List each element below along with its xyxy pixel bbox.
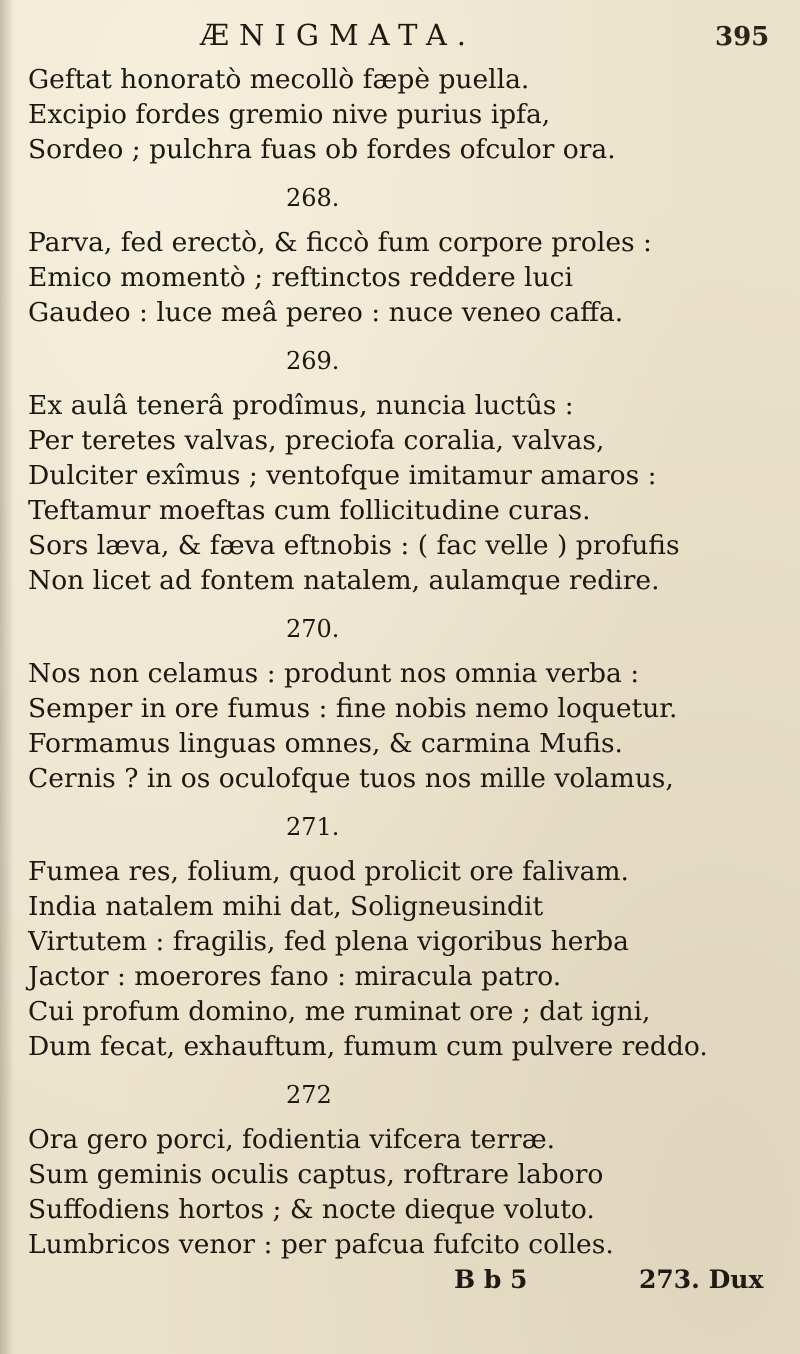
- verse-line: Non licet ad fontem natalem, aulamque redire.: [28, 565, 660, 596]
- verse-line: Cui profum domino, me ruminat ore ; dat igni,: [28, 996, 651, 1027]
- verse-line: Parva, fed erectò, & ficcò fum corpore proles :: [28, 227, 652, 258]
- verse-line: Suffodiens hortos ; & nocte dieque voluto.: [28, 1194, 595, 1225]
- verse-line: Lumbricos venor : per pafcua fufcito colles.: [28, 1229, 614, 1260]
- verse-line: Gaudeo : luce meâ pereo : nuce veneo caffa.: [28, 297, 624, 328]
- riddle-number: 271.: [286, 813, 340, 841]
- riddle-number: 270.: [286, 615, 340, 643]
- riddle-section: [28, 612, 788, 796]
- riddle-section: [28, 1078, 788, 1262]
- verse-line: Geftat honoratò mecollò fæpè puella.: [28, 64, 530, 95]
- verse-line: Cernis ? in os oculofque tuos nos mille volamus,: [28, 763, 674, 794]
- page-footer: [28, 1262, 788, 1298]
- riddle-number: 269.: [286, 347, 340, 375]
- verse-line: Virtutem : fragilis, fed plena vigoribus herba: [28, 926, 629, 957]
- verse-line: Sordeo ; pulchra fuas ob fordes ofculor ora.: [28, 134, 616, 165]
- catchword: 273. Dux: [639, 1265, 764, 1294]
- verse-line: India natalem mihi dat, Soligneusindit: [28, 891, 544, 922]
- signature-mark: B b 5: [454, 1265, 528, 1294]
- page-edge-shadow: [0, 0, 14, 1354]
- verse-line: Jactor : moerores fano : miracula patro.: [28, 961, 562, 992]
- verse-line: Formamus linguas omnes, & carmina Mufis.: [28, 728, 623, 759]
- verse-line: Per teretes valvas, preciofa coralia, valvas,: [28, 425, 605, 456]
- riddle-number: 272: [286, 1081, 332, 1109]
- verse-line: Dulciter exîmus ; ventofque imitamur amaros :: [28, 460, 657, 491]
- riddle-section: [28, 62, 788, 167]
- verse-line: Nos non celamus : produnt nos omnia verba :: [28, 658, 640, 689]
- verse-line: Fumea res, folium, quod prolicit ore falivam.: [28, 856, 629, 887]
- running-head: ÆNIGMATA.: [200, 18, 476, 52]
- riddle-section: [28, 344, 788, 598]
- verse-line: Sors læva, & fæva eftnobis : ( fac velle ) profufis: [28, 530, 680, 561]
- riddle-section: [28, 181, 788, 330]
- verse-line: Dum fecat, exhauftum, fumum cum pulvere reddo.: [28, 1031, 708, 1062]
- riddle-section: [28, 810, 788, 1064]
- verse-line: Semper in ore fumus : fine nobis nemo loquetur.: [28, 693, 678, 724]
- page-number: 395: [715, 22, 770, 52]
- verse-line: Emico momentò ; reftinctos reddere luci: [28, 262, 573, 293]
- riddle-number: 268.: [286, 184, 340, 212]
- verse-line: Teftamur moeftas cum follicitudine curas.: [28, 495, 591, 526]
- verse-line: Ex aulâ tenerâ prodîmus, nuncia luctûs :: [28, 390, 574, 421]
- verse-line: Excipio fordes gremio nive purius ipfa,: [28, 99, 551, 130]
- verse-line: Ora gero porci, fodientia vifcera terræ.: [28, 1124, 556, 1155]
- text-block: [28, 62, 788, 1298]
- verse-line: Sum geminis oculis captus, roftrare laboro: [28, 1159, 604, 1190]
